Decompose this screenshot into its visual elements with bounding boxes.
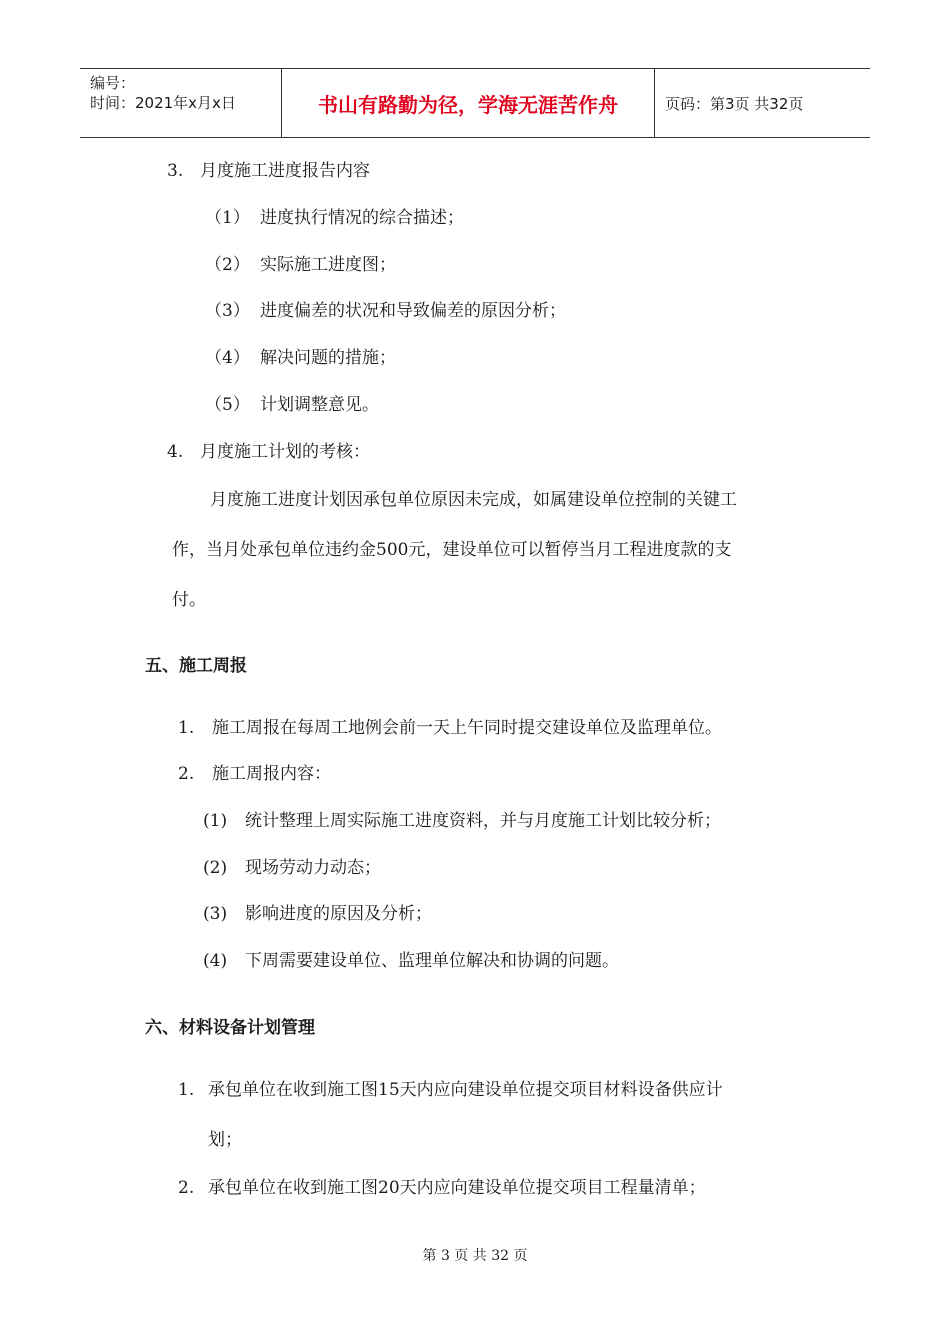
paragraph-line: 月度施工进度计划因承包单位原因未完成，如属建设单位控制的关键工 <box>210 490 737 510</box>
item-text: 承包单位在收到施工图20天内应向建设单位提交项目工程量清单； <box>208 1178 706 1198</box>
item-number: (1) <box>203 811 228 831</box>
page-info: 页码：第3页 共32页 <box>665 94 804 113</box>
item-number: （2） <box>205 255 250 275</box>
item-text: 进度执行情况的综合描述； <box>260 208 464 228</box>
item-number: （4） <box>205 348 250 368</box>
item-text: 下周需要建设单位、监理单位解决和协调的问题。 <box>245 951 619 971</box>
list-item <box>178 762 331 786</box>
item-text: 影响进度的原因及分析； <box>245 904 432 924</box>
item-text: 现场劳动力动态； <box>245 858 381 878</box>
item-number: 2. <box>178 1178 195 1198</box>
sub-list-item <box>203 902 432 926</box>
list-item <box>167 440 370 464</box>
item-text: 月度施工计划的考核： <box>200 442 370 462</box>
item-text: 解决问题的措施； <box>260 348 396 368</box>
item-number: (2) <box>203 858 228 878</box>
item-number: 2. <box>178 764 195 784</box>
paragraph-line: 作，当月处承包单位违约金500元，建设单位可以暂停当月工程进度款的支 <box>172 540 732 560</box>
sub-list-item <box>203 856 381 880</box>
item-number: （5） <box>205 395 250 415</box>
sub-list-item <box>203 809 721 833</box>
item-number: 1. <box>178 718 195 738</box>
item-number: 3. <box>167 161 184 181</box>
paragraph-line: 付。 <box>172 590 206 610</box>
item-number: 4. <box>167 442 184 462</box>
item-text: 施工周报在每周工地例会前一天上午同时提交建设单位及监理单位。 <box>212 718 722 738</box>
section-heading: 五、施工周报 <box>145 656 247 676</box>
item-text: 施工周报内容： <box>212 764 331 784</box>
item-number: （3） <box>205 301 250 321</box>
sub-list-item <box>205 299 566 323</box>
time-label: 时间：2021年x月x日 <box>90 94 236 112</box>
page-header <box>80 68 870 138</box>
page-footer: 第 3 页 共 32 页 <box>422 1248 528 1264</box>
item-number: (3) <box>203 904 228 924</box>
item-number: (4) <box>203 951 228 971</box>
item-number: 1. <box>178 1080 195 1100</box>
motto: 书山有路勤为径，学海无涯苦作舟 <box>282 69 655 137</box>
sub-list-item <box>205 206 464 230</box>
sub-list-item <box>205 393 379 417</box>
item-text: 月度施工进度报告内容 <box>200 161 370 181</box>
header-left-cell <box>80 69 282 137</box>
sub-list-item <box>205 253 396 277</box>
list-item <box>178 1176 706 1200</box>
sub-list-item <box>203 949 619 973</box>
list-item-continuation: 划； <box>208 1130 242 1150</box>
sub-list-item <box>205 346 396 370</box>
item-number: （1） <box>205 208 250 228</box>
item-text: 实际施工进度图； <box>260 255 396 275</box>
list-item <box>178 1078 723 1102</box>
list-item <box>178 716 722 740</box>
item-text: 计划调整意见。 <box>260 395 379 415</box>
item-text: 承包单位在收到施工图15天内应向建设单位提交项目材料设备供应计 <box>208 1080 723 1100</box>
number-label: 编号： <box>90 74 136 92</box>
section-heading: 六、材料设备计划管理 <box>145 1018 315 1038</box>
item-text: 统计整理上周实际施工进度资料，并与月度施工计划比较分析； <box>245 811 721 831</box>
list-item <box>167 159 370 183</box>
item-text: 进度偏差的状况和导致偏差的原因分析； <box>260 301 566 321</box>
